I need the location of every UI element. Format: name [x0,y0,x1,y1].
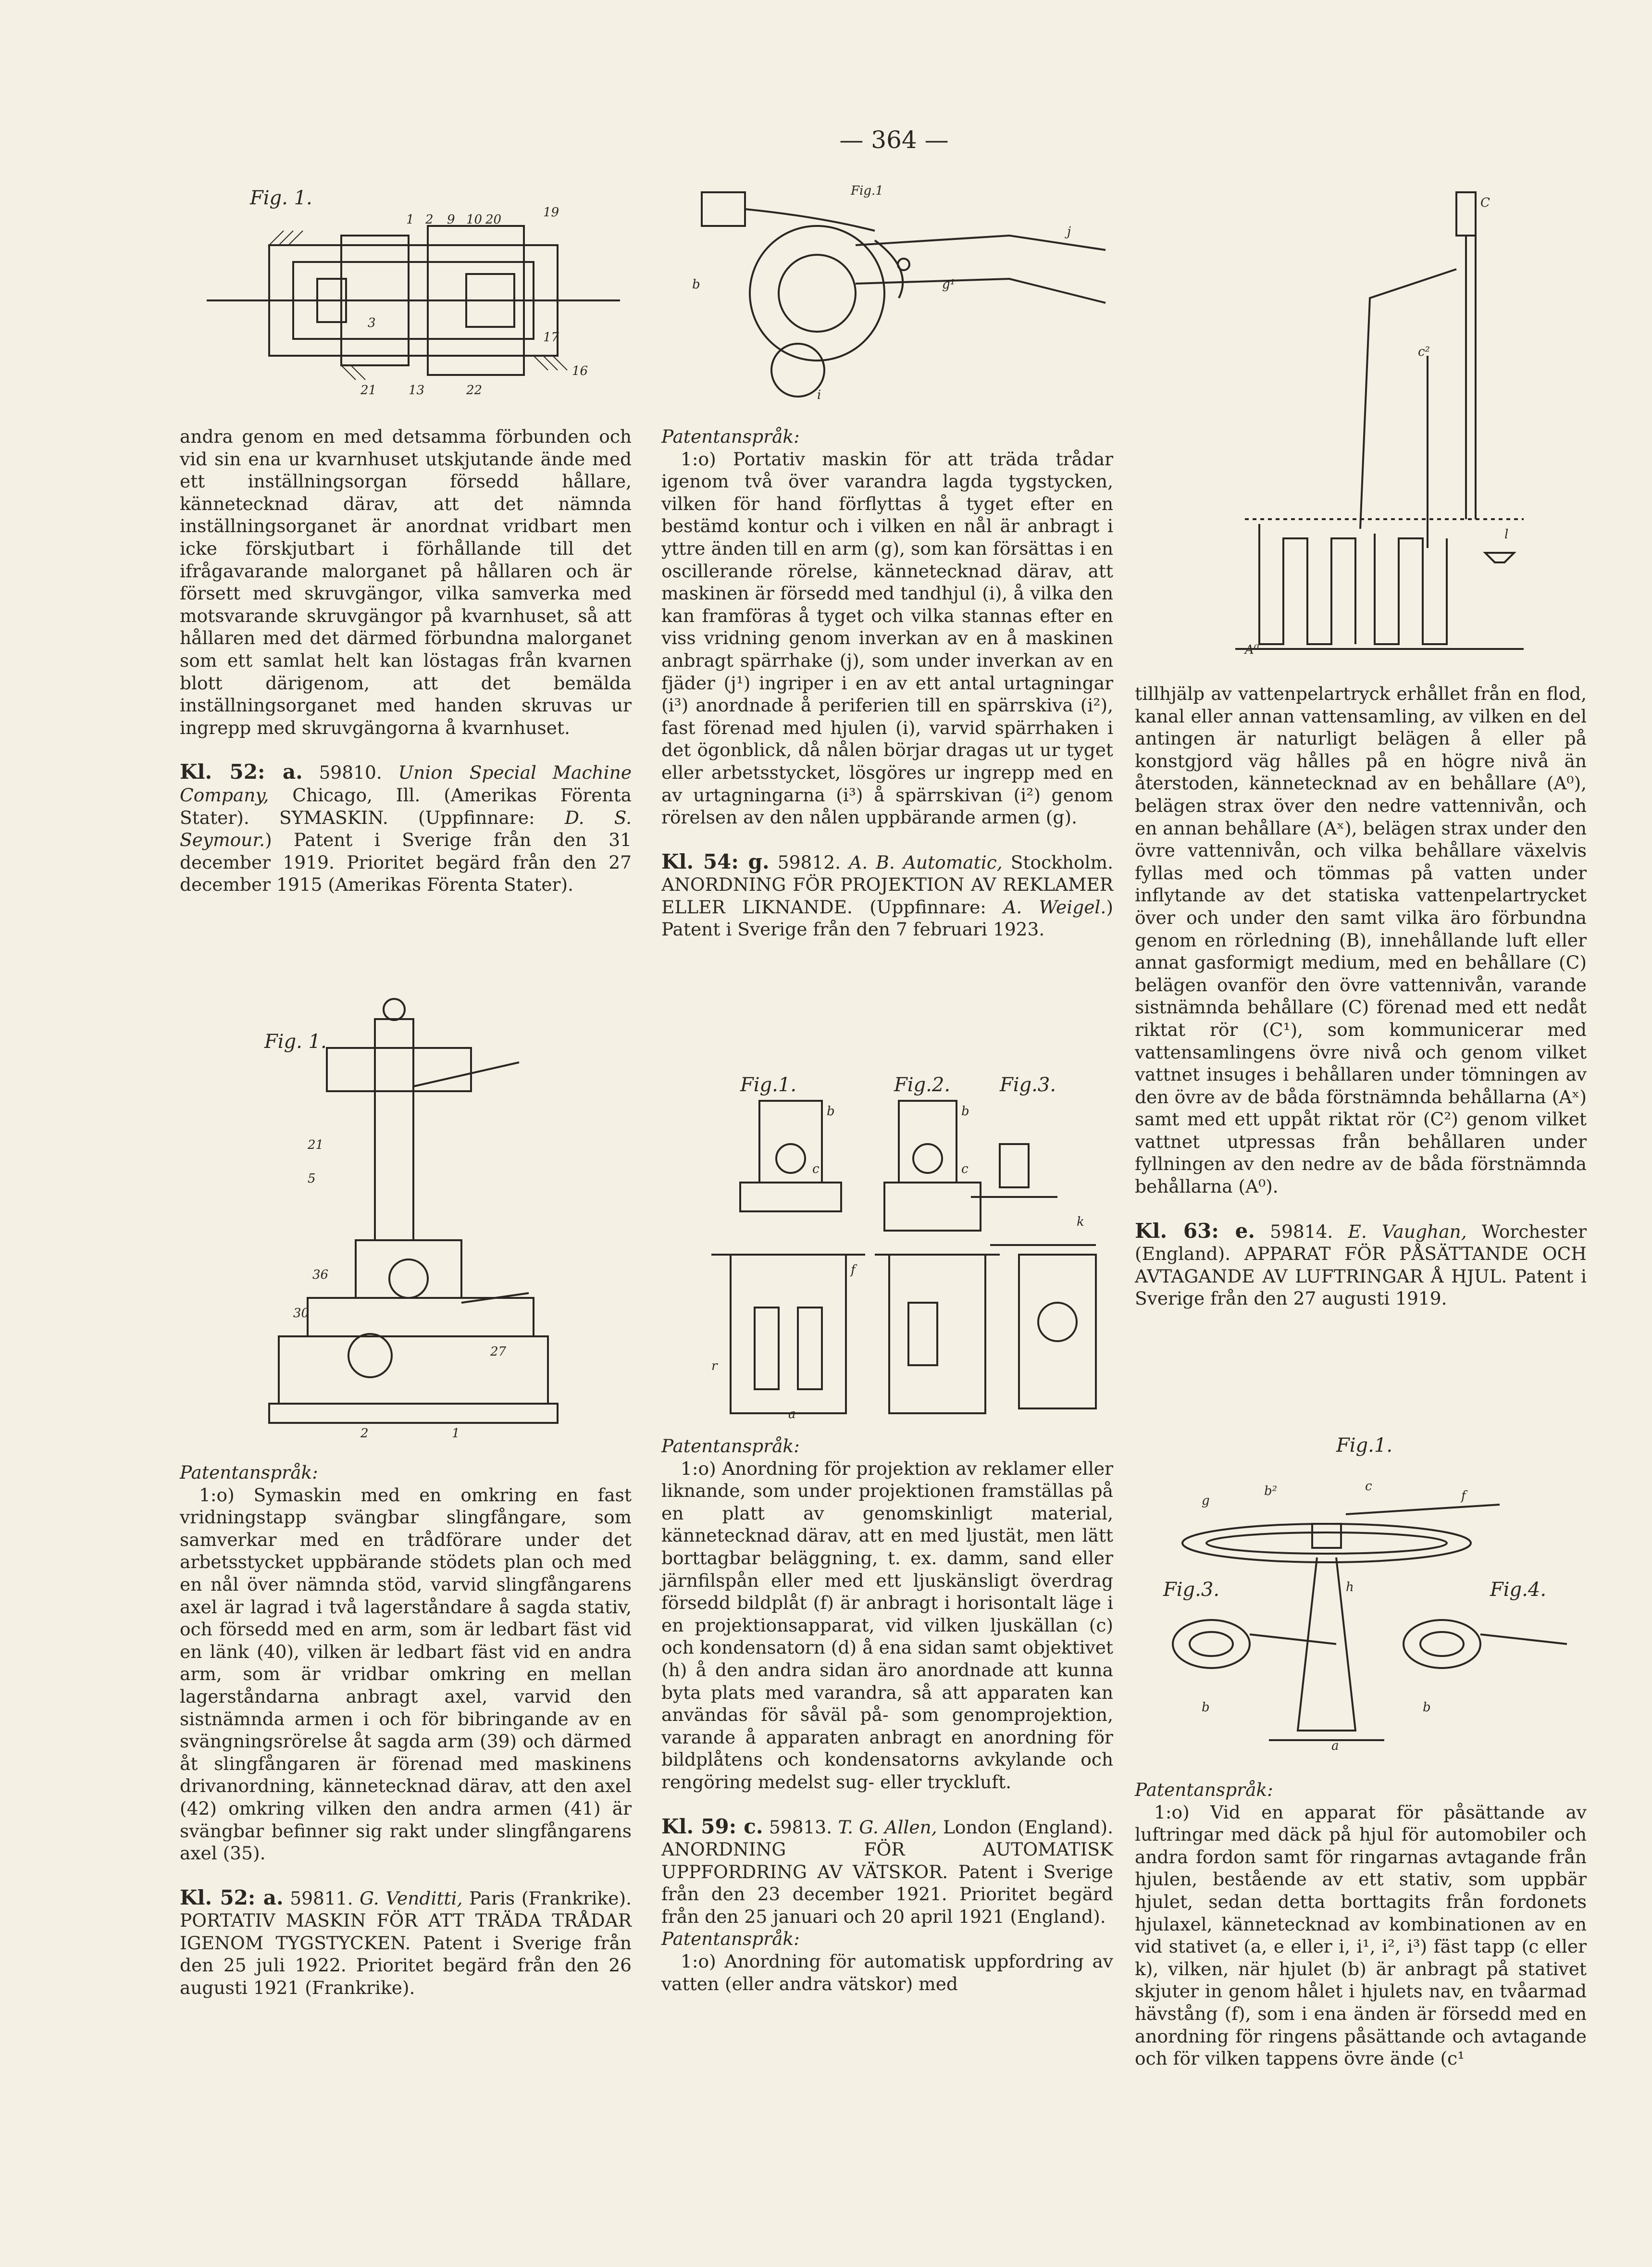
patent-entry-59810: Kl. 52: a. 59810. Union Special Machine Company, Chicago, Ill. (Amerikas Förenta Stater). SYMASKIN. (Uppfinnare: D. S. Seymour.) Patent i Sverige från den 31 december 1919. Prioritet begärd från den 27 december 1915 (Amerikas Förenta Stater). [180,760,632,896]
patent-entry-59811: Kl. 52: a. 59811. G. Venditti, Paris (Frankrike). PORTATIV MASKIN FÖR ATT TRÄDA TRÅDAR IGENOM TYGSTYCKEN. Patent i Sverige från den 25 juli 1922. Prioritet begärd från den 26 augusti 1921 (Frankrike). [180,1885,632,1999]
svg-text:l: l [1504,527,1509,542]
svg-text:a: a [1331,1739,1339,1753]
fig-label: Fig.3. [1163,1579,1220,1601]
class-label: Kl. 54: g. [661,849,770,873]
patent-entry-59812: Kl. 54: g. 59812. A. B. Automatic, Stockholm. ANORDNING FÖR PROJEKTION AV REKLAMER ELLER LIKNANDE. (Uppfinnare: A. Weigel.) Patent i Sverige från den 7 februari 1923. [661,849,1114,940]
svg-text:Fig.1: Fig.1 [851,184,883,198]
svg-text:i: i [817,388,821,402]
svg-text:j: j [1067,224,1071,239]
claim-59813-continuation: tillhjälp av vattenpelartryck erhållet från en flod, kanal eller annan vattensamling, av vilken en del antingen är naturligt belägen å eller på konstgjord väg hålles på en högre nivå än återstoden, kännetecknad av en behållare (A⁰), belägen strax över den nedre vattennivån, och en annan behållare (Aˣ), belägen strax under den övre vattennivån, och vilka behållare växelvis fyllas med och tömmas på vatten under inflytande av det statiska vattenpelartrycket över och under den samt vilka äro förbundna genom en rörledning (B), innehållande luft eller annat gasformigt medium, med en behållare (C) belägen ovanför den övre vattennivån, varande sistnämnda behållare (C) förenad med ett nedåt riktat rör (C¹), som kommunicerar med vattensamlingens övre nivå och genom vilket vattnet insuges i behållaren under tömningen av den övre av de båda förstnämnda behållarna (Aˣ) samt med ett uppåt riktat rör (C²) genom vilket vattnet utpressas från behållaren under fyllningen av den nedre av de båda förstnämnda behållarna (A⁰). [1135,683,1587,1197]
claims-label: Patentanspråk: [661,1435,800,1457]
svg-text:2: 2 [360,1426,369,1441]
fig-label: Fig. 1. [250,187,312,209]
column-3-lower [1135,1779,1587,2070]
class-label: Kl. 52: a. [180,1885,284,1909]
claim-59811: 1:o) Portativ maskin för att träda trådar igenom två över varandra lagda tygstycken, vilken för hand förflyttas å tyget efter en bestämd kontur och i vilken en nål är anbragt i yttre änden till en arm (g), som kan försättas i en oscillerande rörelse, kännetecknad därav, att maskinen är försedd med tandhjul (i), å vilka den kan framföras å tyget och vilka stannas efter en viss vridning genom inverkan av en å maskinen anbragt spärrhake (j), som under inverkan av en fjäder (j¹) ingriper i en av ett antal urtagningar (i³) anordnade å periferien till en spärrskiva (i²), fast förenad med hjulen (i), varvid spärrhaken i det ögonblick, då nålen börjar dragas ut ur tyget eller arbetsstycket, lösgöres ur ingrepp med en av urtagningarna (i³) å spärrskivan (i²) genom rörelsen av den nålen uppbärande armen (g). [661,448,1113,828]
svg-text:f: f [1461,1489,1466,1503]
svg-text:g¹: g¹ [942,277,956,292]
svg-text:9: 9 [447,212,455,227]
svg-text:5: 5 [308,1171,316,1186]
svg-text:27: 27 [490,1345,507,1359]
claims-label: Patentanspråk: [661,1928,800,1950]
fig-label: Fig.2. [894,1074,951,1096]
svg-text:13: 13 [409,383,425,398]
claim-59814: 1:o) Vid en apparat för påsättande av luftringar med däck på hjul för automobiler och andra fordon samt för ringarnas avtagande från hjulen, bestående av ett stativ, som uppbär hjulet, sedan detta borttagits från fordonets hjulaxel, kännetecknad av kombinationen av en vid stativet (a, e eller i, i¹, i², i³) fäst tapp (c eller k), vilken, när hjulet (b) är anbragt på stativet skjuter in genom hålet i hjulets nav, en tvåarmad hävstång (f), som i ena änden är försedd med en anordning för ringens påsättande och avtagande och för vilken tappens övre ände (c¹ [1135,1801,1587,2069]
svg-text:g: g [1202,1494,1210,1508]
class-label: Kl. 52: a. [180,760,303,784]
claim-59813: 1:o) Anordning för automatisk uppfordring av vatten (eller andra vätskor) med [661,1951,1113,1994]
svg-text:3: 3 [368,316,376,330]
svg-text:k: k [1077,1215,1084,1229]
svg-text:21: 21 [360,383,377,398]
svg-text:r: r [711,1359,718,1373]
class-label: Kl. 63: e. [1135,1219,1255,1243]
svg-text:b²: b² [1264,1484,1278,1498]
claims-label: Patentanspråk: [1135,1779,1273,1800]
svg-text:20: 20 [485,212,502,227]
svg-text:36: 36 [312,1268,329,1282]
svg-text:c: c [961,1162,969,1176]
claim-59812: 1:o) Anordning för projektion av reklamer eller liknande, som under projektionen framställas på en platt av genomskinligt material, kännetecknad därav, att en med ljustät, men lätt borttagbar beläggning, t. ex. damm, sand eller järnfilspån eller med ett ljuskänsligt överdrag försedd bildplåt (f) är anbragt i horisontalt läge i en projektionsapparat, vid vilken ljuskällan (c) och kondensatorn (d) å ena sidan samt objektivet (h) å den andra sidan äro anordnade att kunna byta plats med varandra, så att apparaten kan användas för såväl på- som genomprojektion, varande å apparaten anbragt en anordning för bildplåtens och kondensatorns avkylande och rengöring medelst sug- eller tryckluft. [661,1457,1113,1793]
svg-text:C: C [1480,196,1490,210]
svg-text:c: c [812,1162,820,1176]
svg-text:h: h [1346,1580,1354,1594]
claims-label: Patentanspråk: [661,426,800,447]
svg-text:b: b [692,277,700,292]
svg-text:2: 2 [425,212,434,227]
fig-label: Fig. 1. [264,1031,327,1053]
water-apparatus-figure [1216,183,1543,663]
column-2 [661,425,1113,941]
svg-text:b: b [1202,1700,1210,1715]
patent-entry-59814: Kl. 63: e. 59814. E. Vaughan, Worchester (England). APPARAT FÖR PÅSÄTTANDE OCH AVTAGANDE AV LUFTRINGAR Å HJUL. Patent i Sverige från den 27 augusti 1919. [1135,1219,1587,1309]
threading-machine-figure [673,183,1115,404]
page-number: — 364 — [839,126,949,154]
svg-text:a: a [788,1407,796,1421]
column-1-lower [180,1461,632,1999]
svg-text:b: b [827,1104,835,1119]
svg-text:b: b [1423,1700,1431,1715]
column-3 [1135,683,1587,1310]
mill-figure [197,183,630,404]
svg-text:16: 16 [572,364,588,378]
claims-label: Patentanspråk: [180,1462,318,1483]
claim-59810: 1:o) Symaskin med en omkring en fast vridningstapp svängbar slingfångare, som samverkar med en trådförare under det arbetsstycket uppbärande stödets plan och med en nål över nämnda stöd, varvid slingfångarens axel är lagrad i två lagerståndare å sagda stativ, och försedd med en arm, som är ledbart fäst vid en länk (40), vilken är ledbart fäst vid en andra arm, som är vridbar omkring en mellan lagerståndarna anbragt axel, varvid den sistnämnda armen i och för bibringande av en svängningsrörelse åt sagda arm (39) och därmed åt slingfångaren är förenad med maskinens drivanordning, kännetecknad därav, att den axel (42) omkring vilken den andra armen (41) är svängbar befinner sig rakt under slingfångarens axel (35). [180,1484,632,1864]
column-1 [180,425,632,896]
fig-label: Fig.3. [1000,1074,1056,1096]
svg-text:f: f [851,1263,856,1277]
svg-text:1: 1 [452,1426,460,1441]
svg-text:b: b [961,1104,969,1119]
class-label: Kl. 59: c. [661,1814,763,1838]
column-2-lower [661,1435,1113,1995]
svg-text:1: 1 [406,212,414,227]
svg-text:19: 19 [543,205,559,220]
projector-figure [683,1072,1105,1428]
svg-text:c²: c² [1418,345,1430,359]
tire-apparatus-figure [1154,1432,1577,1759]
svg-text:10: 10 [466,212,483,227]
patent-entry-59813: Kl. 59: c. 59813. T. G. Allen, London (England). ANORDNING FÖR AUTOMATISK UPPFORDRING AV VÄTSKOR. Patent i Sverige från den 23 december 1921. Prioritet begärd från den 25 januari och 20 april 1921 (England). [661,1814,1113,1927]
svg-text:21: 21 [308,1138,324,1152]
svg-text:30: 30 [293,1306,310,1320]
fig-label: Fig.1. [1336,1434,1393,1457]
fig-label: Fig.1. [740,1074,797,1096]
svg-text:17: 17 [543,330,559,345]
svg-text:22: 22 [466,383,483,398]
svg-text:c: c [1365,1479,1372,1494]
fig-label: Fig.4. [1490,1579,1547,1601]
claim-continuation: andra genom en med detsamma förbunden och vid sin ena ur kvarnhuset utskjutande ände med ett inställningsorgan försedd hållare, kännetecknad därav, att det nämnda inställningsorganet är anordnat vridbart men icke förskjutbart i förhållande till det ifrågavarande malorganet på hållaren och är försett med skruvgängor, vilka samverka med motsvarande skruvgängor på kvarnhuset, så att hållaren med det därmed förbundna malorganet som ett samlat helt kan löstagas från kvarnen blott därigenom, att det bemälda inställningsorganet med handen skruvas ur ingrepp med skruvgängorna å kvarnhuset. [180,426,632,738]
svg-text:A⁰: A⁰ [1245,643,1259,657]
sewing-machine-figure [250,990,596,1442]
